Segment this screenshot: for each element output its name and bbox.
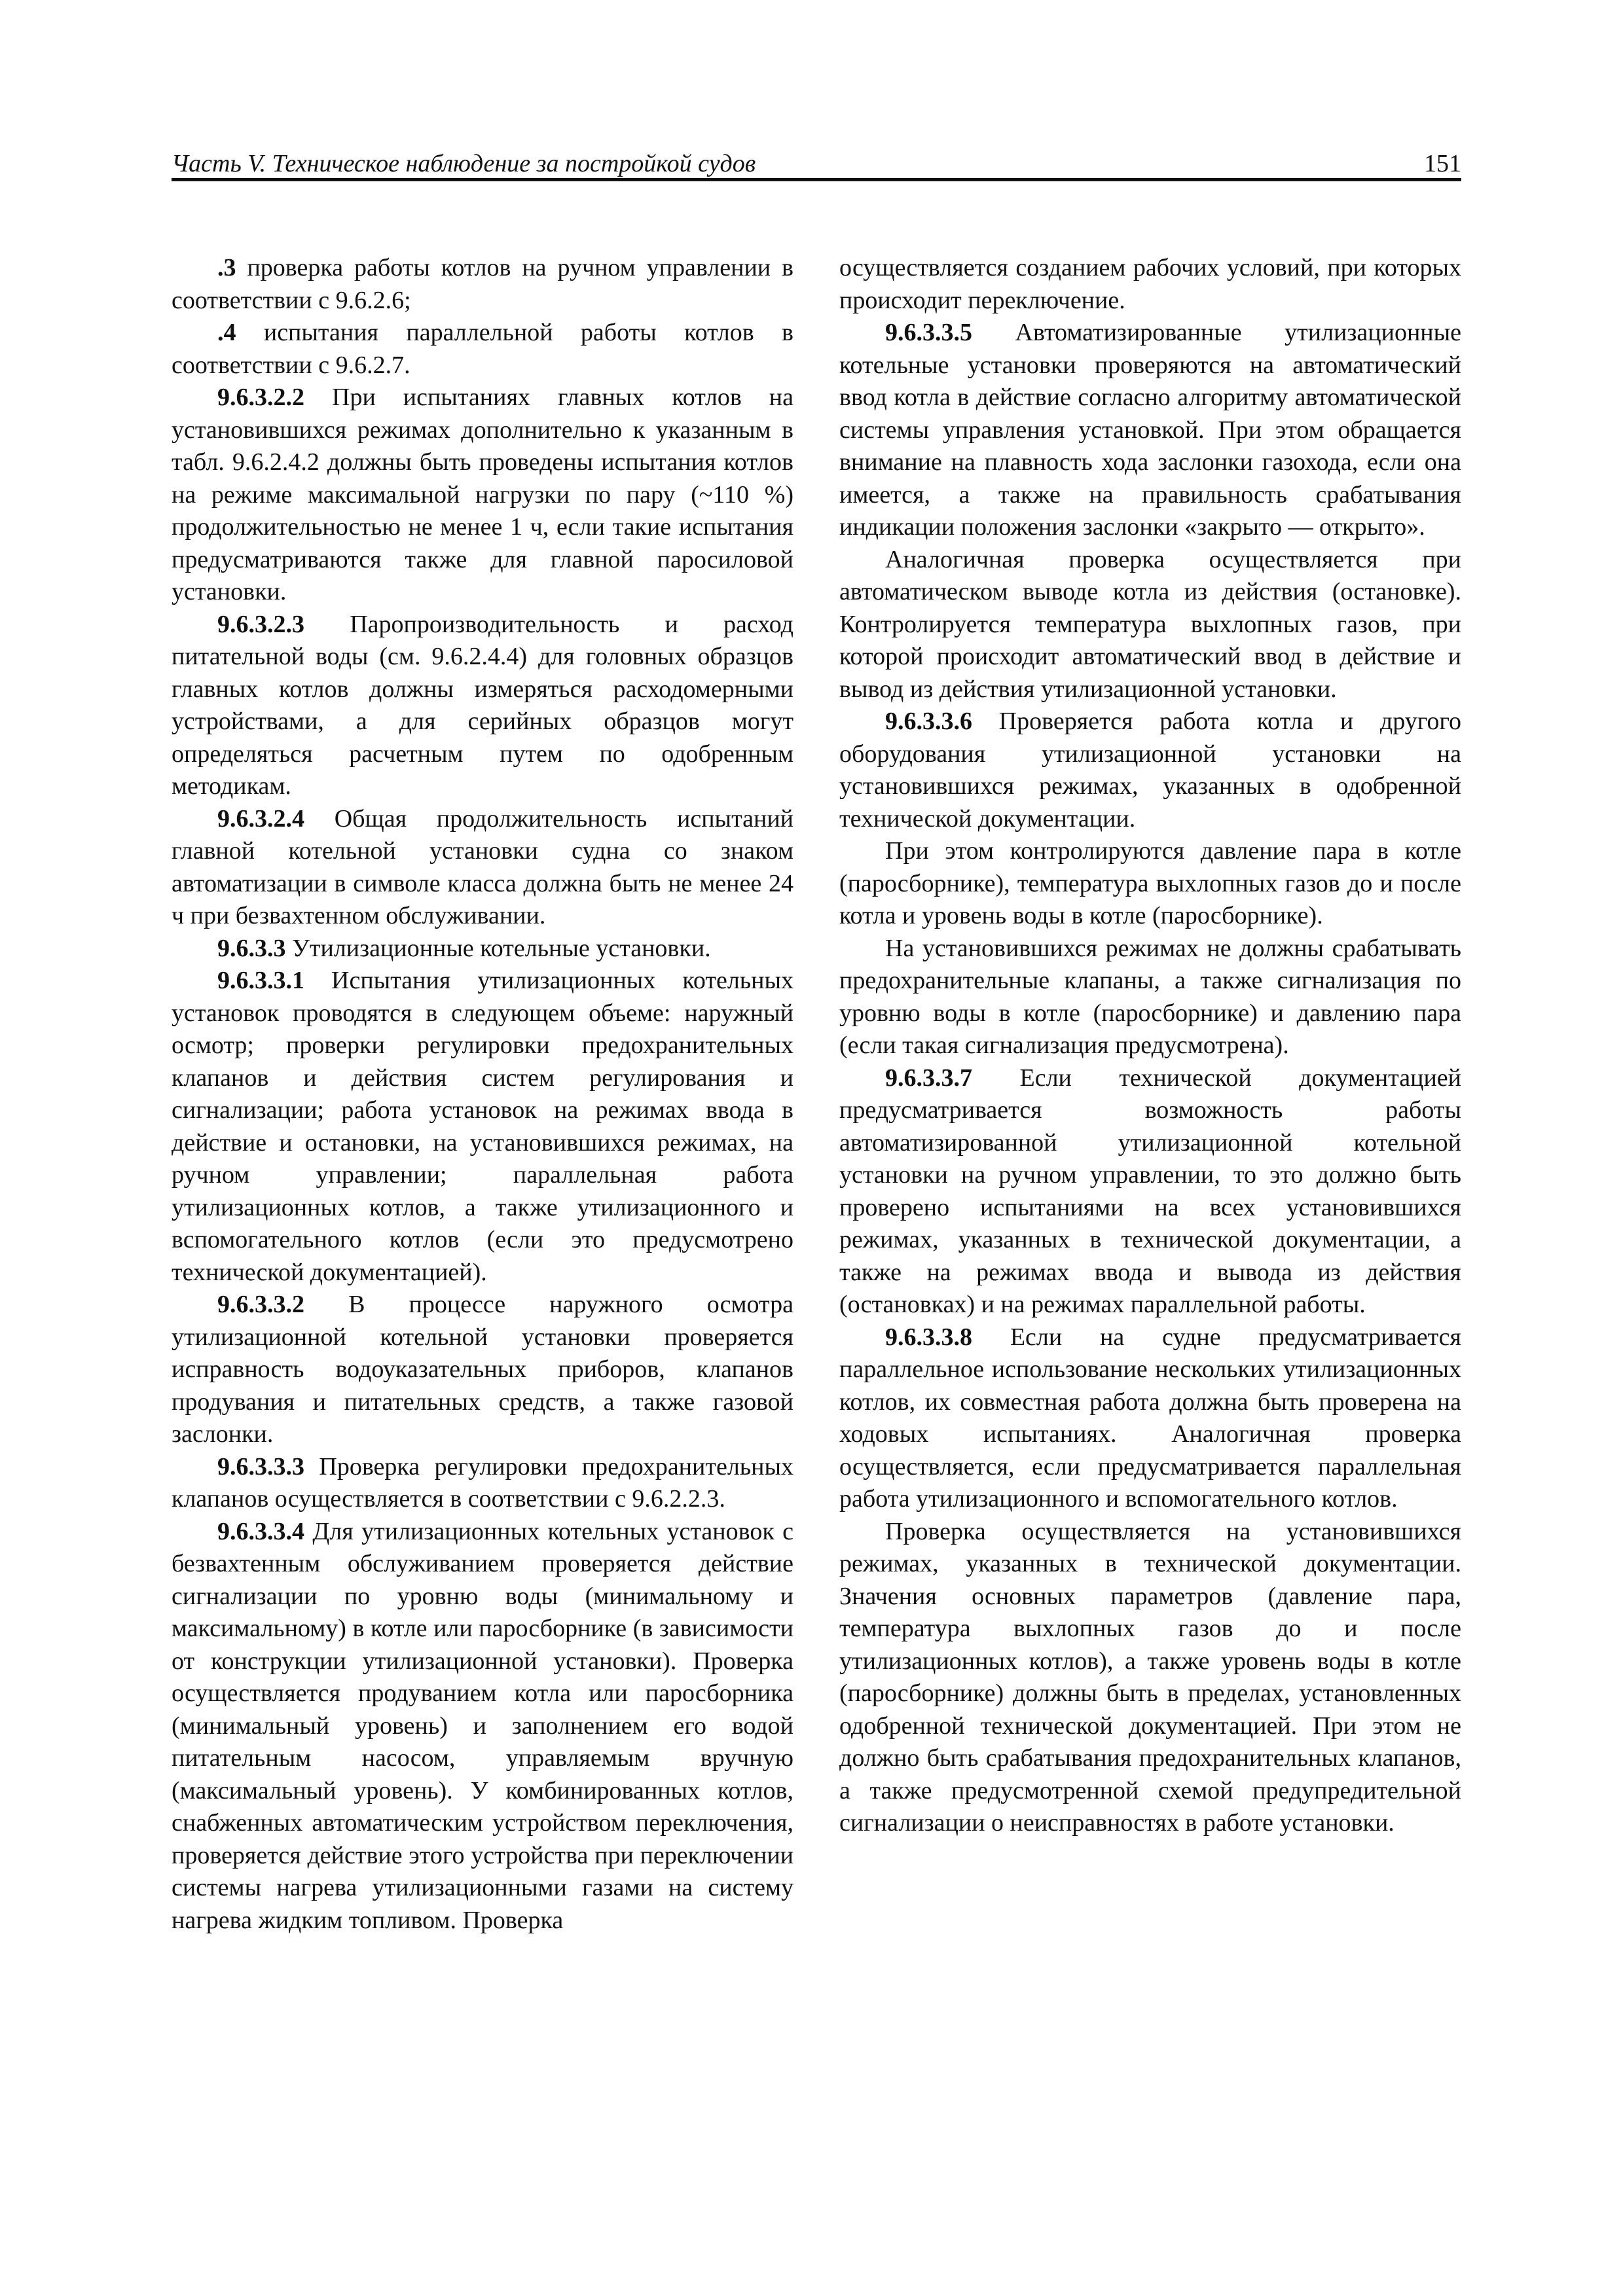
paragraph-text: При этом контролируются давление пара в котле (паросборнике), температура выхлопных газов до и после котла и уровень воды в котле (паросборнике).	[839, 837, 1461, 929]
paragraph-text: Если технической документацией предусматривается возможность работы автоматизированной утилизационной котельной установки на ручном управлении, то это должно быть проверено испытаниями на всех установившихся режимах, указанных в технической документации, а также на режимах ввода и вывода из действия (остановках) и на режимах параллельной работы.	[839, 1064, 1461, 1318]
paragraph-text: На установившихся режимах не должны срабатывать предохранительные клапаны, а также сигнализация по уровню воды в котле (паросборнике) и давлению пара (если такая сигнализация предусмотрена).	[839, 934, 1461, 1059]
paragraph	[172, 252, 793, 317]
clause-number: 9.6.3.2.4	[217, 804, 304, 833]
header-rule	[172, 178, 1461, 181]
paragraph-text: В процессе наружного осмотра утилизационной котельной установки проверяется исправность водоуказательных приборов, клапанов продувания и питательных средств, а также газовой заслонки.	[172, 1291, 793, 1448]
clause-number: .3	[217, 254, 236, 281]
clause-number: 9.6.3.3.5	[885, 319, 972, 346]
paragraph-text: Паропроизводительность и расход питательной воды (см. 9.6.2.4.4) для головных образцов главных котлов должны измеряться расходомерными устройствами, а для серийных образцов могут определяться расчетным путем по одобренным методикам.	[172, 610, 794, 800]
paragraph	[839, 933, 1461, 1062]
paragraph-text: Утилизационные котельные установки.	[292, 934, 711, 962]
clause-number: 9.6.3.3.7	[885, 1064, 972, 1092]
clause-number: 9.6.3.3.4	[217, 1517, 304, 1545]
left-column	[172, 252, 793, 1937]
clause-number: 9.6.3.3.6	[885, 708, 972, 735]
paragraph	[172, 317, 793, 382]
paragraph	[839, 1516, 1461, 1840]
paragraph	[172, 1516, 793, 1937]
page-number: 151	[1424, 150, 1461, 177]
clause-number: 9.6.3.3.2	[217, 1291, 304, 1318]
paragraph	[172, 1451, 793, 1516]
paragraph	[839, 544, 1461, 706]
paragraph-text: проверка работы котлов на ручном управлении в соответствии с 9.6.2.6;	[172, 254, 793, 314]
clause-number: 9.6.3.3.3	[217, 1452, 304, 1480]
clause-number: 9.6.3.3.8	[885, 1323, 972, 1351]
clause-number: 9.6.3.3	[217, 934, 286, 962]
paragraph-text: Аналогичная проверка осуществляется при автоматическом выводе котла из действия (остановке). Контролируется температура выхлопных газов, при которой происходит автоматический ввод в действие и вывод из действия утилизационной установки.	[839, 545, 1461, 703]
paragraph-text: Общая продолжительность испытаний главной котельной установки судна со знаком автоматизации в символе класса должна быть не менее 24 ч при безвахтенном обслуживании.	[172, 804, 794, 929]
clause-number: 9.6.3.2.3	[217, 610, 304, 638]
right-column	[839, 252, 1461, 1840]
clause-number: .4	[217, 319, 236, 346]
paragraph-text: Для утилизационных котельных установок с безвахтенным обслуживанием проверяется действие сигнализации по уровню воды (минимальному и максимальному) в котле или паросборнике (в зависимости от конструкции утилизационной установки). Проверка осуществляется продуванием котла или паросборника (минимальный уровень) и заполнением его водой питательным насосом, управляемым вручную (максимальный уровень). У комбинированных котлов, снабженных автоматическим устройством переключения, проверяется действие этого устройства при переключении системы нагрева утилизационными газами на систему нагрева жидким топливом. Проверка	[172, 1517, 794, 1934]
paragraph-text: испытания параллельной работы котлов в соответствии с 9.6.2.7.	[172, 319, 793, 379]
paragraph-text: Испытания утилизационных котельных установок проводятся в следующем объеме: наружный осмотр; проверки регулировки предохранительных клапанов и действия систем регулирования и сигнализации; работа установок на режимах ввода в действие и остановки, на установившихся режимах, на ручном управлении; параллельная работа утилизационных котлов, а также утилизационного и вспомогательного котлов (если это предусмотрено технической документацией).	[172, 967, 794, 1286]
paragraph	[839, 1062, 1461, 1321]
paragraph	[172, 382, 793, 609]
paragraph	[839, 1321, 1461, 1516]
paragraph	[839, 706, 1461, 835]
paragraph	[839, 835, 1461, 933]
running-header	[172, 149, 1461, 178]
paragraph	[172, 933, 793, 965]
clause-number: 9.6.3.2.2	[217, 384, 304, 411]
paragraph-text: Проверка осуществляется на установившихся режимах, указанных в технической документации. Значения основных параметров (давление пара, температура выхлопных газов до и после утилизационных котлов), а также уровень воды в котле (паросборнике) должны быть в пределах, установленных одобренной технической документацией. При этом не должно быть срабатывания предохранительных клапанов, а также предусмотренной схемой предупредительной сигнализации о неисправностях в работе установки.	[839, 1517, 1461, 1837]
header-title: Часть V. Техническое наблюдение за постройкой судов	[172, 150, 756, 177]
paragraph	[172, 609, 793, 803]
paragraph-text: Автоматизированные утилизационные котельные установки проверяются на автоматический ввод котла в действие согласно алгоритму автоматической системы управления установкой. При этом обращается внимание на плавность хода заслонки газохода, если она имеется, а также на правильность срабатывания индикации положения заслонки «закрыто — открыто».	[839, 319, 1462, 541]
paragraph-text: При испытаниях главных котлов на установившихся режимах дополнительно к указанным в табл. 9.6.2.4.2 должны быть проведены испытания котлов на режиме максимальной нагрузки по пару (~110 %) продолжительностью не менее 1 ч, если такие испытания предусматриваются также для главной паросиловой установки.	[172, 384, 794, 605]
paragraph	[172, 965, 793, 1289]
paragraph	[172, 803, 793, 933]
paragraph	[172, 1289, 793, 1451]
paragraph-text: осуществляется созданием рабочих условий, при которых происходит переключение.	[839, 254, 1461, 314]
paragraph	[839, 252, 1461, 317]
paragraph	[839, 317, 1461, 544]
paragraph-text: Если на судне предусматривается параллельное использование нескольких утилизационных котлов, их совместная работа должна быть проверена на ходовых испытаниях. Аналогичная проверка осуществляется, если предусматривается параллельная работа утилизационного и вспомогательного котлов.	[839, 1323, 1462, 1513]
paragraph-text: Проверяется работа котла и другого оборудования утилизационной установки на установившихся режимах, указанных в одобренной технической документации.	[839, 708, 1461, 833]
paragraph-text: Проверка регулировки предохранительных клапанов осуществляется в соответствии с 9.6.2.2.3.	[172, 1452, 793, 1513]
clause-number: 9.6.3.3.1	[217, 967, 304, 994]
